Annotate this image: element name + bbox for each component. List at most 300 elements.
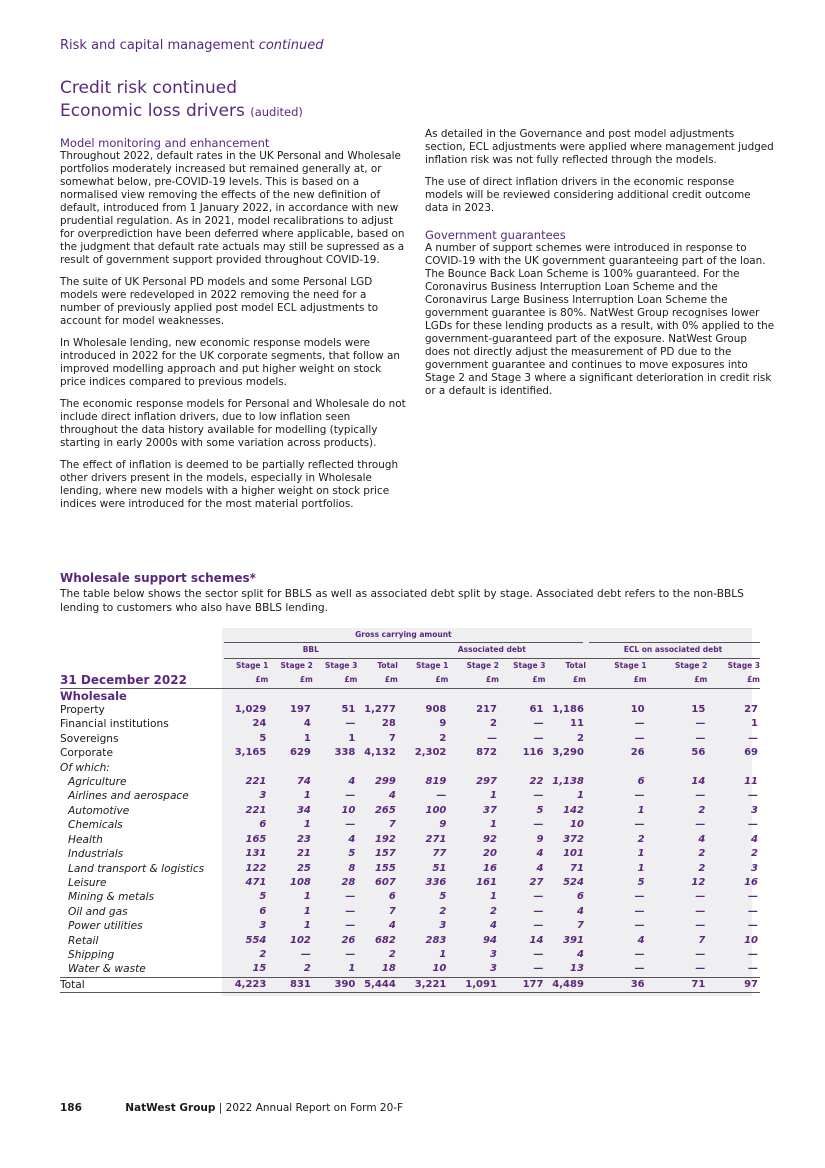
cell-value: 391 (563, 934, 584, 946)
cell-value: 108 (289, 876, 311, 888)
cell-value: 16 (744, 876, 758, 888)
cell-value: 682 (374, 934, 396, 946)
cell-value: 1 (303, 891, 311, 903)
cell-value: 36 (586, 977, 647, 992)
cell-value: 10 (744, 934, 758, 946)
cell-value: 221 (245, 804, 267, 816)
table-row (60, 948, 760, 962)
row-label: Mining & metals (68, 891, 155, 904)
cell-value: 9 (439, 819, 447, 831)
footer (60, 1102, 403, 1114)
cell-value: 16 (483, 862, 497, 874)
cell-value: — (695, 819, 706, 831)
paragraph: The economic response models for Personal and Wholesale do not include direct inflation drivers, due to low inflation seen throughout the data history available for modelling (typically starting in early 2000s with some variation across products). (60, 398, 406, 449)
right-column (425, 128, 775, 407)
cell-value: — (533, 891, 544, 903)
cell-value: — (634, 963, 645, 975)
cell-value: 2 (259, 948, 267, 960)
page-title: Credit risk continued (60, 78, 238, 98)
cell-value: 1 (303, 905, 311, 917)
stage-header: Total (377, 660, 398, 670)
cell-value: 1 (751, 718, 758, 730)
row-label: Retail (68, 934, 99, 947)
group-label-row (60, 688, 760, 703)
cell-value: 2,302 (414, 747, 447, 759)
unit-header: £m (398, 673, 449, 688)
cell-value: 1,186 (552, 704, 584, 716)
table-row (60, 818, 760, 832)
cell-value: 116 (522, 747, 544, 759)
table-row (60, 789, 760, 803)
cell-value: 4 (388, 790, 396, 802)
paragraph: Throughout 2022, default rates in the UK Personal and Wholesale portfolios moderately increased but remained generally at, or somewhat below, pre-COVID-19 levels. This is based on a normalised view removing the effects of the new definition of default, introduced from 1 January 2022, in accordance with new prudential regulation. As in 2021, model recalibrations to adjust for overprediction have been deferred where applicable, based on the judgment that default rate actuals may still be supressed as a result of government support provided throughout COVID-19. (60, 150, 405, 266)
table-row (60, 876, 760, 890)
stage-header: Stage 3 (325, 660, 358, 670)
stage-header: Stage 3 (727, 660, 760, 670)
cell-value: 10 (432, 963, 447, 975)
cell-value: 2 (698, 862, 706, 874)
cell-value: 265 (374, 804, 396, 816)
cell-value: 71 (647, 977, 708, 992)
cell-value: — (345, 920, 356, 932)
cell-value: — (695, 790, 706, 802)
cell-value: — (748, 963, 758, 975)
cell-value: 197 (289, 704, 311, 716)
table-row (60, 847, 760, 861)
cell-value: 5 (637, 876, 645, 888)
cell-value: 26 (630, 747, 645, 759)
cell-value: 390 (313, 977, 358, 992)
cell-value: 3 (259, 790, 267, 802)
group-header-row (60, 643, 760, 658)
row-label: Shipping (68, 948, 115, 961)
paragraph: The suite of UK Personal PD models and some Personal LGD models were redeveloped in 2022 removing the need for a number of previously applied post model ECL adjustments to account for model weaknesses. (60, 276, 379, 327)
cell-value: 2 (439, 732, 447, 744)
row-label: Agriculture (68, 776, 127, 789)
cell-value: 13 (570, 963, 584, 975)
cell-value: 1 (303, 790, 311, 802)
unit-header: £m (545, 673, 585, 688)
cell-value: — (345, 905, 356, 917)
table-row (60, 890, 760, 904)
cell-value: 1,138 (552, 776, 584, 788)
cell-value: 155 (374, 862, 396, 874)
cell-value: 56 (691, 747, 706, 759)
cell-value: 9 (439, 718, 447, 730)
cell-value: — (345, 891, 356, 903)
cell-value: 20 (483, 848, 497, 860)
cell-value: — (533, 920, 544, 932)
cell-value: 1 (439, 948, 447, 960)
cell-value: 3 (489, 948, 497, 960)
cell-value: 25 (296, 862, 311, 874)
table-title: Wholesale support schemes* (60, 571, 256, 585)
unit-header: £m (586, 673, 647, 688)
cell-value: 2 (489, 718, 497, 730)
subtitle-text: Economic loss drivers (60, 101, 245, 121)
cell-value: 37 (483, 804, 497, 816)
cell-value: 297 (476, 776, 497, 788)
cell-value: 283 (425, 934, 447, 946)
cell-value: 4,223 (224, 977, 269, 992)
cell-value: 15 (691, 704, 706, 716)
cell-value: 2 (489, 905, 497, 917)
group-associated-debt: Associated debt (398, 643, 586, 658)
cell-value: 338 (334, 747, 356, 759)
cell-value: 4 (576, 948, 584, 960)
row-label: Land transport & logistics (68, 862, 205, 875)
cell-value: — (486, 732, 497, 744)
cell-value: 7 (576, 920, 584, 932)
cell-value: 217 (476, 704, 497, 716)
cell-value: 1 (489, 891, 497, 903)
cell-value: 192 (374, 833, 396, 845)
cell-value: — (634, 732, 645, 744)
left-heading: Model monitoring and enhancement (60, 136, 270, 150)
cell-value: — (634, 819, 645, 831)
cell-value: 23 (296, 833, 311, 845)
cell-value: 77 (432, 848, 447, 860)
cell-value: 554 (245, 934, 267, 946)
group-bbl: BBL (224, 643, 398, 658)
table-row (60, 977, 760, 992)
cell-value: 6 (388, 891, 396, 903)
cell-value: 299 (374, 776, 396, 788)
cell-value: 7 (388, 819, 396, 831)
table-row (60, 746, 760, 760)
cell-value: — (634, 790, 645, 802)
cell-value: 12 (691, 876, 706, 888)
stage-header: Stage 2 (466, 660, 499, 670)
cell-value: 4 (751, 833, 758, 845)
cell-value: — (533, 819, 544, 831)
cell-value: 1 (348, 963, 356, 975)
cell-value: 7 (388, 732, 396, 744)
table-row (60, 703, 760, 717)
cell-value: 92 (483, 833, 497, 845)
row-label: Water & waste (68, 963, 146, 976)
cell-value: — (345, 948, 356, 960)
cell-value: 4 (348, 833, 356, 845)
cell-value: 161 (476, 876, 497, 888)
stage-header: Total (565, 660, 586, 670)
section-suffix: continued (258, 38, 324, 53)
unit-header: £m (499, 673, 546, 688)
table-row (60, 804, 760, 818)
super-header-row (60, 628, 760, 643)
cell-value: 10 (630, 704, 645, 716)
cell-value: 1 (637, 848, 645, 860)
cell-value: 372 (563, 833, 584, 845)
cell-value: 471 (245, 876, 267, 888)
cell-value: 3 (439, 920, 447, 932)
cell-value: — (695, 920, 706, 932)
row-label: Total (60, 977, 224, 992)
cell-value: 34 (296, 804, 311, 816)
cell-value: 3,290 (552, 747, 584, 759)
paragraph: As detailed in the Governance and post model adjustments section, ECL adjustments were applied where management judged inflation risk was not fully reflected through the models. (425, 128, 774, 166)
cell-value: 1 (303, 819, 311, 831)
support-schemes-table (60, 628, 760, 993)
cell-value: 22 (529, 776, 544, 788)
cell-value: 4 (348, 776, 356, 788)
cell-value: 1,029 (234, 704, 267, 716)
cell-value: 28 (341, 876, 356, 888)
page-number: 186 (60, 1102, 82, 1114)
cell-value: — (695, 963, 706, 975)
cell-value: 11 (570, 718, 584, 730)
row-label: Power utilities (68, 920, 143, 933)
cell-value: — (695, 732, 706, 744)
cell-value: 1 (348, 732, 356, 744)
cell-value: 872 (476, 747, 497, 759)
table-row (60, 717, 760, 731)
stage-header: Stage 1 (236, 660, 269, 670)
unit-header: £m (448, 673, 499, 688)
of-which-label: Of which: (60, 761, 110, 774)
cell-value: 51 (341, 704, 356, 716)
cell-value: — (695, 948, 706, 960)
cell-value: 131 (245, 848, 267, 860)
cell-value: — (533, 948, 544, 960)
subtitle-note: (audited) (250, 105, 303, 119)
row-label: Corporate (60, 747, 113, 760)
cell-value: 4,489 (545, 977, 585, 992)
row-label: Automotive (68, 804, 130, 817)
stage-header: Stage 2 (280, 660, 313, 670)
cell-value: 51 (432, 862, 447, 874)
cell-value: 1,091 (448, 977, 499, 992)
cell-value: 5,444 (357, 977, 397, 992)
cell-value: 4 (637, 934, 645, 946)
footer-report: | 2022 Annual Report on Form 20-F (218, 1102, 404, 1114)
cell-value: — (634, 905, 645, 917)
cell-value: 2 (303, 963, 311, 975)
cell-value: 4 (536, 862, 544, 874)
table-row (60, 862, 760, 876)
cell-value: — (695, 891, 706, 903)
cell-value: — (748, 948, 758, 960)
unit-header: £m (313, 673, 358, 688)
cell-value: — (533, 732, 544, 744)
cell-value: 18 (381, 963, 396, 975)
cell-value: 2 (576, 732, 584, 744)
paragraph: The effect of inflation is deemed to be partially reflected through other drivers present in the models, especially in Wholesale lending, where new models with a higher weight on stock price indices were introduced for the most material portfolios. (60, 459, 399, 510)
stage-header: Stage 2 (674, 660, 708, 670)
unit-header: £m (357, 673, 397, 688)
row-label: Sovereigns (60, 732, 119, 745)
cell-value: 177 (499, 977, 546, 992)
unit-header: £m (707, 673, 760, 688)
cell-value: 1 (489, 819, 497, 831)
cell-value: 69 (744, 747, 758, 759)
cell-value: 9 (536, 833, 544, 845)
cell-value: 142 (563, 804, 584, 816)
cell-value: 5 (259, 891, 267, 903)
cell-value: — (748, 790, 758, 802)
cell-value: 102 (289, 934, 311, 946)
cell-value: 2 (751, 848, 758, 860)
cell-value: 5 (259, 732, 267, 744)
cell-value: 8 (348, 862, 356, 874)
cell-value: — (634, 718, 645, 730)
cell-value: 14 (529, 934, 544, 946)
cell-value: 100 (425, 804, 447, 816)
cell-value: — (695, 905, 706, 917)
cell-value: 101 (563, 848, 584, 860)
cell-value: 1,277 (364, 704, 396, 716)
cell-value: 122 (245, 862, 267, 874)
cell-value: 3,165 (234, 747, 267, 759)
cell-value: 271 (425, 833, 447, 845)
table-description: The table below shows the sector split for BBLS as well as associated debt split by stage. Associated debt refers to the non-BBLS lending to customers who also have BBLS lending. (60, 588, 744, 614)
cell-value: — (345, 790, 356, 802)
cell-value: 3 (489, 963, 497, 975)
cell-value: 14 (691, 776, 706, 788)
cell-value: 3,221 (398, 977, 449, 992)
cell-value: 2 (388, 948, 396, 960)
cell-value: 3 (259, 920, 267, 932)
wholesale-label: Wholesale (60, 688, 127, 703)
cell-value: — (533, 905, 544, 917)
stage-header: Stage 3 (513, 660, 546, 670)
cell-value: — (345, 718, 356, 730)
stage-header: Stage 1 (614, 660, 647, 670)
cell-value: 607 (374, 876, 396, 888)
cell-value: 27 (744, 704, 758, 716)
table-row (60, 919, 760, 933)
date-label: 31 December 2022 (60, 673, 224, 688)
row-label: Oil and gas (68, 905, 128, 918)
cell-value: — (533, 718, 544, 730)
cell-value: 336 (425, 876, 447, 888)
cell-value: 10 (341, 804, 356, 816)
cell-value: 74 (296, 776, 311, 788)
footer-brand: NatWest Group (125, 1102, 216, 1114)
cell-value: 6 (637, 776, 645, 788)
paragraph: A number of support schemes were introduced in response to COVID-19 with the UK government guaranteeing part of the loan. The Bounce Back Loan Scheme is 100% guaranteed. For the Coronavirus Business Interruption Loan Scheme and the Coronavirus Large Business Interruption Loan Scheme the government guarantee is 80%. NatWest Group recognises lower LGDs for these lending products as a result, with 0% applied to the government-guaranteed part of the exposure. NatWest Group does not directly adjust the measurement of PD due to the government guarantee and continues to move exposures into Stage 2 and Stage 3 where a significant deterioration in credit risk or a default is identified. (425, 242, 775, 397)
cell-value: — (634, 891, 645, 903)
cell-value: — (634, 920, 645, 932)
table-row (60, 732, 760, 746)
cell-value: 1 (576, 790, 584, 802)
cell-value: — (748, 920, 758, 932)
stage-header: Stage 1 (416, 660, 449, 670)
cell-value: 61 (529, 704, 544, 716)
cell-value: — (533, 790, 544, 802)
cell-value: 71 (570, 862, 584, 874)
cell-value: 2 (698, 848, 706, 860)
cell-value: 1 (303, 732, 311, 744)
cell-value: — (748, 819, 758, 831)
of-which-row (60, 761, 760, 775)
stage-header-row (60, 658, 760, 673)
cell-value: 1 (489, 790, 497, 802)
cell-value: 1 (637, 862, 645, 874)
cell-value: — (695, 718, 706, 730)
cell-value: — (436, 790, 447, 802)
cell-value: 7 (388, 905, 396, 917)
cell-value: 157 (374, 848, 396, 860)
cell-value: — (345, 819, 356, 831)
cell-value: 4 (576, 905, 584, 917)
cell-value: 94 (483, 934, 497, 946)
cell-value: — (533, 963, 544, 975)
row-label: Chemicals (68, 819, 123, 832)
cell-value: 2 (439, 905, 447, 917)
paragraph: The use of direct inflation drivers in the economic response models will be reviewed considering additional credit outcome data in 2023. (425, 176, 751, 214)
cell-value: 6 (576, 891, 584, 903)
cell-value: — (748, 905, 758, 917)
table-row (60, 962, 760, 977)
cell-value: 4 (489, 920, 497, 932)
cell-value: — (748, 891, 758, 903)
cell-value: — (634, 948, 645, 960)
cell-value: — (748, 732, 758, 744)
group-ecl: ECL on associated debt (586, 643, 760, 658)
cell-value: 3 (751, 862, 758, 874)
row-label: Health (68, 833, 103, 846)
row-label: Airlines and aerospace (68, 790, 189, 803)
cell-value: 2 (637, 833, 645, 845)
row-label: Financial institutions (60, 718, 169, 731)
cell-value: 26 (341, 934, 356, 946)
table-row (60, 775, 760, 789)
cell-value: 5 (439, 891, 447, 903)
subtitle (60, 101, 303, 121)
table-row (60, 833, 760, 847)
cell-value: 11 (744, 776, 758, 788)
cell-value: 4 (388, 920, 396, 932)
cell-value: 28 (381, 718, 396, 730)
cell-value: 1 (303, 920, 311, 932)
cell-value: 819 (425, 776, 447, 788)
cell-value: 908 (425, 704, 447, 716)
cell-value: 165 (245, 833, 267, 845)
cell-value: 221 (245, 776, 267, 788)
table-row (60, 905, 760, 919)
cell-value: 1 (637, 804, 645, 816)
cell-value: 6 (259, 819, 267, 831)
cell-value: 4 (536, 848, 544, 860)
cell-value: 629 (289, 747, 311, 759)
cell-value: 10 (570, 819, 584, 831)
cell-value: 4,132 (364, 747, 396, 759)
left-column (60, 137, 410, 520)
cell-value: 6 (259, 905, 267, 917)
row-label: Industrials (68, 848, 124, 861)
section-label (60, 38, 323, 53)
right-heading: Government guarantees (425, 228, 566, 242)
super-header: Gross carrying amount (224, 628, 586, 643)
unit-header-row (60, 673, 760, 688)
cell-value: 15 (252, 963, 267, 975)
cell-value: 831 (268, 977, 313, 992)
cell-value: 24 (252, 718, 267, 730)
cell-value: 27 (529, 876, 544, 888)
table-row (60, 934, 760, 948)
cell-value: 5 (536, 804, 544, 816)
cell-value: — (300, 948, 311, 960)
unit-header: £m (647, 673, 708, 688)
cell-value: 97 (707, 977, 760, 992)
paragraph: In Wholesale lending, new economic response models were introduced in 2022 for the UK corporate segments, that follow an improved modelling approach and put higher weight on stock price indices compared to previous models. (60, 337, 400, 388)
cell-value: 3 (751, 804, 758, 816)
cell-value: 4 (303, 718, 311, 730)
cell-value: 21 (296, 848, 311, 860)
cell-value: 2 (698, 804, 706, 816)
unit-header: £m (268, 673, 313, 688)
